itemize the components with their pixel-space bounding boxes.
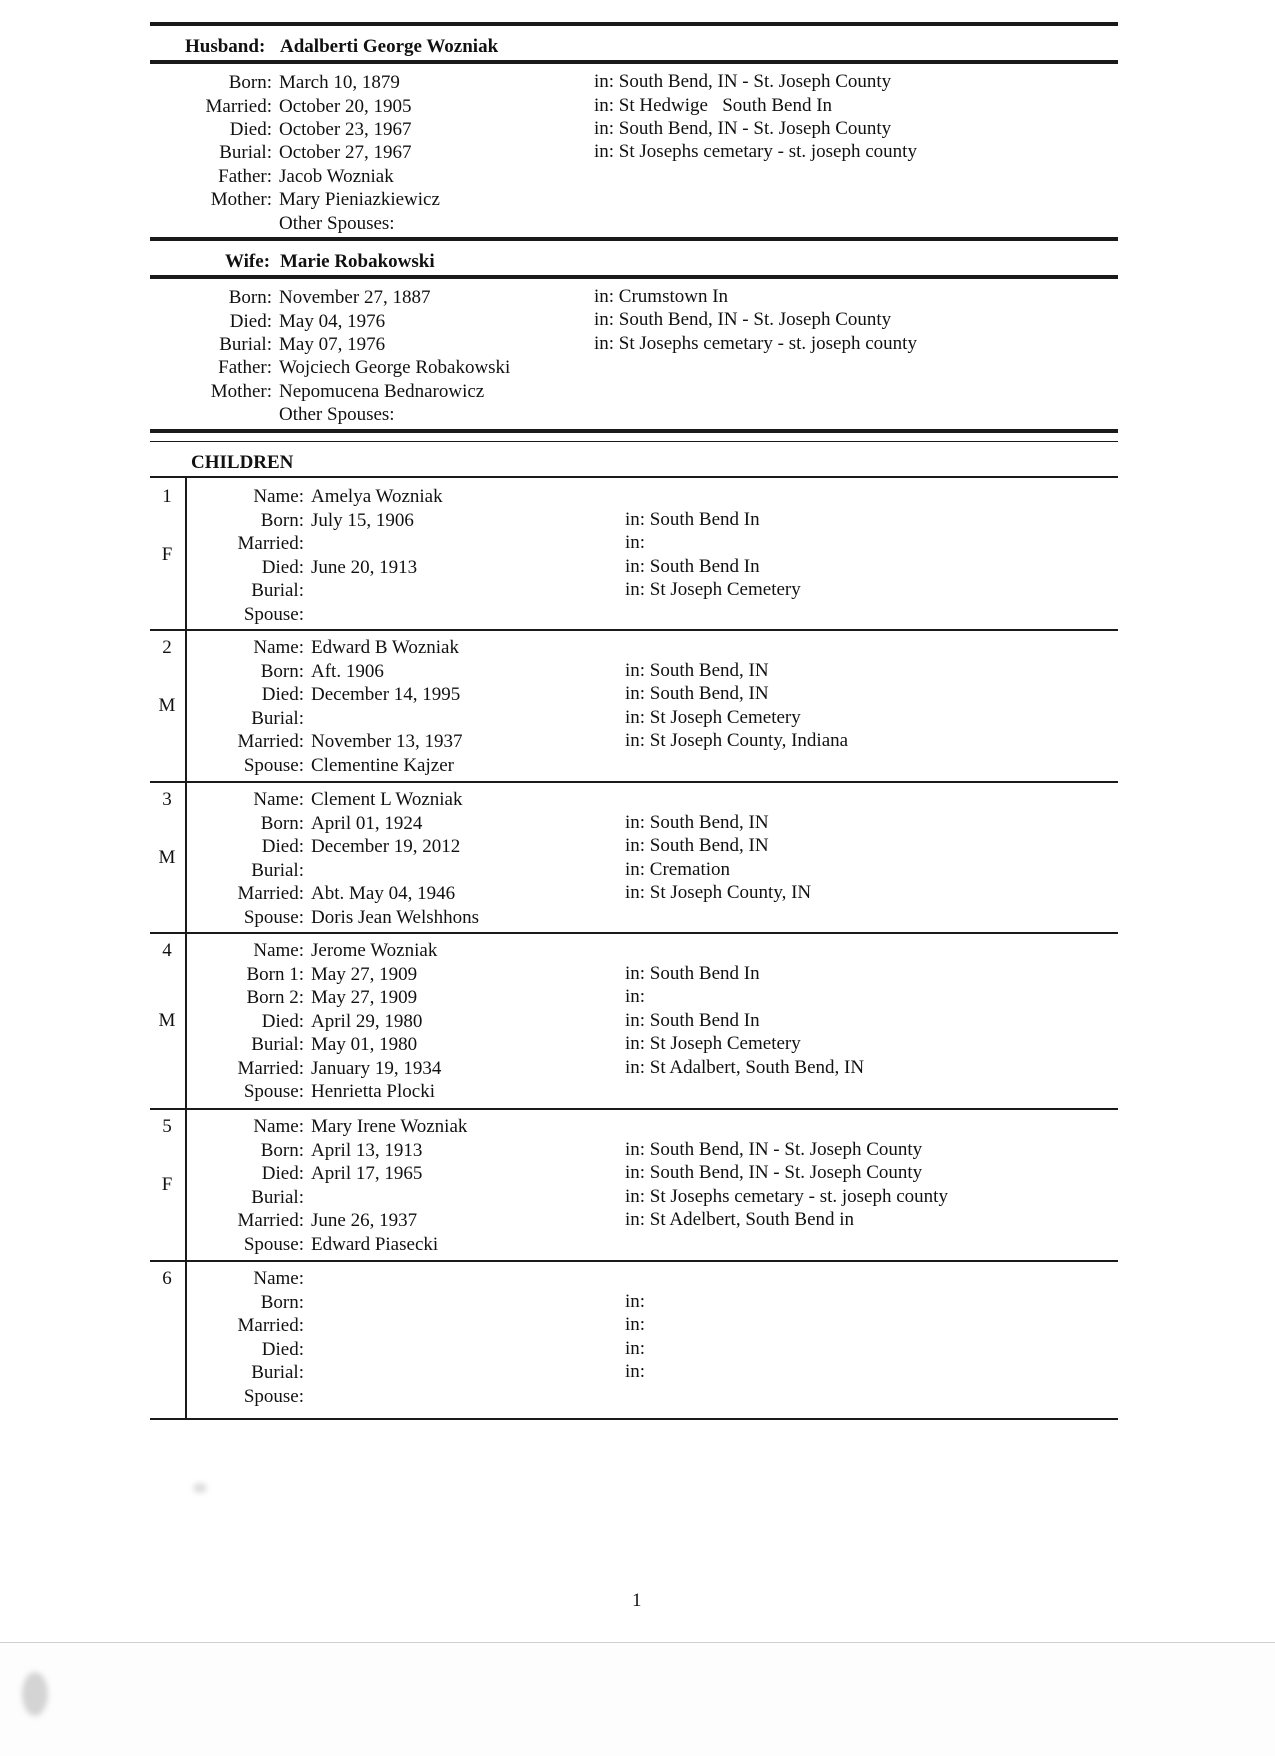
child-field-label: Died: [261, 1339, 304, 1360]
child-field-label: Married: [237, 731, 304, 752]
wife-heading-rule [150, 275, 1118, 279]
husband-born-label: Born: [228, 72, 272, 93]
child-field-value: May 27, 1909 [311, 964, 418, 985]
child-field-place: in: South Bend, IN [625, 812, 769, 833]
child-separator-rule [150, 1108, 1118, 1110]
child-field-value: Clementine Kajzer [311, 755, 454, 776]
child-field-label: Burial: [251, 860, 304, 881]
child-field-label: Burial: [251, 580, 304, 601]
child-number: 2 [162, 637, 172, 658]
child-field-place: in: South Bend, IN [625, 683, 769, 704]
child-field-value: June 20, 1913 [311, 557, 418, 578]
child-field-label: Burial: [251, 1362, 304, 1383]
child-field-place: in: [625, 532, 646, 553]
wife-top-rule [150, 237, 1118, 241]
child-field-value: April 29, 1980 [311, 1011, 423, 1032]
child-field-place: in: South Bend, IN - St. Joseph County [625, 1139, 923, 1160]
child-field-label: Burial: [251, 1187, 304, 1208]
child-field-label: Name: [253, 486, 304, 507]
child-field-label: Died: [261, 557, 304, 578]
child-field-value: Amelya Wozniak [311, 486, 443, 507]
child-field-place: in: [625, 1291, 646, 1312]
child-field-value: Jerome Wozniak [311, 940, 438, 961]
child-field-value: April 13, 1913 [311, 1140, 423, 1161]
child-separator-rule [150, 1260, 1118, 1262]
child-number: 6 [162, 1268, 172, 1289]
child-field-value: December 19, 2012 [311, 836, 461, 857]
child-field-place: in: St Joseph Cemetery [625, 707, 801, 728]
child-field-place: in: South Bend, IN - St. Joseph County [625, 1162, 923, 1183]
child-field-place: in: [625, 1314, 646, 1335]
child-field-place: in: St Joseph Cemetery [625, 1033, 801, 1054]
child-field-label: Born: [260, 510, 304, 531]
child-field-place: in: St Adelbert, South Bend in [625, 1209, 855, 1230]
child-field-label: Married: [237, 883, 304, 904]
wife-died-place: in: South Bend, IN - St. Joseph County [594, 309, 892, 330]
husband-married-place: in: St Hedwige South Bend In [594, 95, 833, 116]
wife-burial-date: May 07, 1976 [279, 334, 386, 355]
child-field-label: Born: [260, 661, 304, 682]
child-field-place: in: St Joseph Cemetery [625, 579, 801, 600]
child-separator-rule [150, 781, 1118, 783]
child-field-value: Edward Piasecki [311, 1234, 439, 1255]
child-number: 3 [162, 789, 172, 810]
child-field-label: Married: [237, 1058, 304, 1079]
child-field-label: Name: [253, 1116, 304, 1137]
child-field-label: Spouse: [243, 604, 304, 625]
child-field-label: Name: [253, 789, 304, 810]
child-field-label: Spouse: [243, 1386, 304, 1407]
children-column-divider [185, 477, 187, 1418]
child-field-label: Died: [261, 1163, 304, 1184]
child-field-value: Abt. May 04, 1946 [311, 883, 456, 904]
child-field-label: Name: [253, 1268, 304, 1289]
wife-heading-label: Wife: [225, 251, 271, 272]
child-field-value: June 26, 1937 [311, 1210, 418, 1231]
child-field-label: Died: [261, 684, 304, 705]
husband-father-label: Father: [218, 166, 272, 187]
wife-burial-label: Burial: [219, 334, 272, 355]
wife-other-spouses: Other Spouses: [279, 404, 395, 425]
wife-father-label: Father: [218, 357, 272, 378]
smudge-mark [22, 1672, 48, 1716]
husband-father-name: Jacob Wozniak [279, 166, 394, 187]
child-field-value: Doris Jean Welshhons [311, 907, 480, 928]
child-field-label: Born: [260, 813, 304, 834]
child-field-value: January 19, 1934 [311, 1058, 442, 1079]
child-field-place: in: [625, 1338, 646, 1359]
wife-mother-label: Mother: [210, 381, 272, 402]
wife-born-place: in: Crumstown In [594, 286, 729, 307]
child-field-value: Clement L Wozniak [311, 789, 463, 810]
scan-bottom-edge [0, 1642, 1275, 1756]
child-field-label: Spouse: [243, 1081, 304, 1102]
child-field-value: April 01, 1924 [311, 813, 423, 834]
child-field-label: Name: [253, 637, 304, 658]
child-separator-rule [150, 1418, 1118, 1420]
husband-burial-label: Burial: [219, 142, 272, 163]
wife-died-date: May 04, 1976 [279, 311, 386, 332]
child-separator-rule [150, 932, 1118, 934]
child-field-label: Died: [261, 1011, 304, 1032]
husband-burial-date: October 27, 1967 [279, 142, 412, 163]
child-field-label: Married: [237, 533, 304, 554]
child-field-value: December 14, 1995 [311, 684, 461, 705]
wife-born-date: November 27, 1887 [279, 287, 431, 308]
child-field-value: May 27, 1909 [311, 987, 418, 1008]
husband-mother-label: Mother: [210, 189, 272, 210]
child-field-value: April 17, 1965 [311, 1163, 423, 1184]
child-field-place: in: St Josephs cemetary - st. joseph county [625, 1186, 948, 1207]
child-sex: M [158, 695, 176, 716]
child-sex: F [161, 1174, 173, 1195]
husband-married-label: Married: [205, 96, 272, 117]
page-number: 1 [632, 1590, 642, 1611]
child-sex: M [158, 1010, 176, 1031]
child-number: 4 [162, 940, 172, 961]
child-field-label: Born 1: [246, 964, 304, 985]
child-field-place: in: South Bend In [625, 963, 760, 984]
husband-died-place: in: South Bend, IN - St. Joseph County [594, 118, 892, 139]
child-number: 1 [162, 486, 172, 507]
top-rule [150, 22, 1118, 26]
child-field-label: Born 2: [246, 987, 304, 1008]
husband-born-place: in: South Bend, IN - St. Joseph County [594, 71, 892, 92]
child-field-place: in: St Adalbert, South Bend, IN [625, 1057, 865, 1078]
husband-married-date: October 20, 1905 [279, 96, 412, 117]
child-field-label: Born: [260, 1140, 304, 1161]
child-field-label: Name: [253, 940, 304, 961]
husband-born-date: March 10, 1879 [279, 72, 400, 93]
child-field-label: Burial: [251, 708, 304, 729]
smudge-mark [193, 1483, 207, 1493]
child-field-place: in: [625, 1361, 646, 1382]
child-field-place: in: St Joseph County, Indiana [625, 730, 849, 751]
husband-heading-label: Husband: [185, 36, 266, 57]
child-field-label: Spouse: [243, 755, 304, 776]
child-field-label: Married: [237, 1210, 304, 1231]
husband-mother-name: Mary Pieniazkiewicz [279, 189, 440, 210]
child-field-value: Edward B Wozniak [311, 637, 459, 658]
child-field-value: Mary Irene Wozniak [311, 1116, 468, 1137]
child-number: 5 [162, 1116, 172, 1137]
child-field-value: May 01, 1980 [311, 1034, 418, 1055]
husband-heading-rule [150, 60, 1118, 64]
child-field-place: in: South Bend In [625, 556, 760, 577]
husband-died-date: October 23, 1967 [279, 119, 412, 140]
wife-name: Marie Robakowski [280, 251, 435, 272]
child-field-label: Died: [261, 836, 304, 857]
husband-other-spouses: Other Spouses: [279, 213, 395, 234]
child-field-label: Born: [260, 1292, 304, 1313]
wife-father-name: Wojciech George Robakowski [279, 357, 511, 378]
child-field-place: in: [625, 986, 646, 1007]
child-field-place: in: St Joseph County, IN [625, 882, 812, 903]
child-separator-rule [150, 629, 1118, 631]
child-field-value: July 15, 1906 [311, 510, 414, 531]
child-field-label: Spouse: [243, 907, 304, 928]
husband-name: Adalberti George Wozniak [280, 36, 499, 57]
child-field-place: in: South Bend In [625, 1010, 760, 1031]
child-field-label: Married: [237, 1315, 304, 1336]
children-top-rule-thick [150, 429, 1118, 433]
child-field-place: in: South Bend In [625, 509, 760, 530]
husband-died-label: Died: [229, 119, 272, 140]
husband-burial-place: in: St Josephs cemetary - st. joseph county [594, 141, 917, 162]
children-heading-rule [150, 476, 1118, 478]
children-top-rule-thin [150, 441, 1118, 442]
child-field-label: Burial: [251, 1034, 304, 1055]
child-field-value: November 13, 1937 [311, 731, 463, 752]
child-field-value: Henrietta Plocki [311, 1081, 435, 1102]
child-field-label: Spouse: [243, 1234, 304, 1255]
child-sex: M [158, 847, 176, 868]
child-field-place: in: South Bend, IN [625, 660, 769, 681]
wife-born-label: Born: [228, 287, 272, 308]
wife-died-label: Died: [229, 311, 272, 332]
child-field-place: in: Cremation [625, 859, 731, 880]
wife-mother-name: Nepomucena Bednarowicz [279, 381, 485, 402]
child-field-place: in: South Bend, IN [625, 835, 769, 856]
child-sex: F [161, 544, 173, 565]
wife-burial-place: in: St Josephs cemetary - st. joseph county [594, 333, 917, 354]
children-heading: CHILDREN [191, 452, 294, 473]
child-field-value: Aft. 1906 [311, 661, 384, 682]
